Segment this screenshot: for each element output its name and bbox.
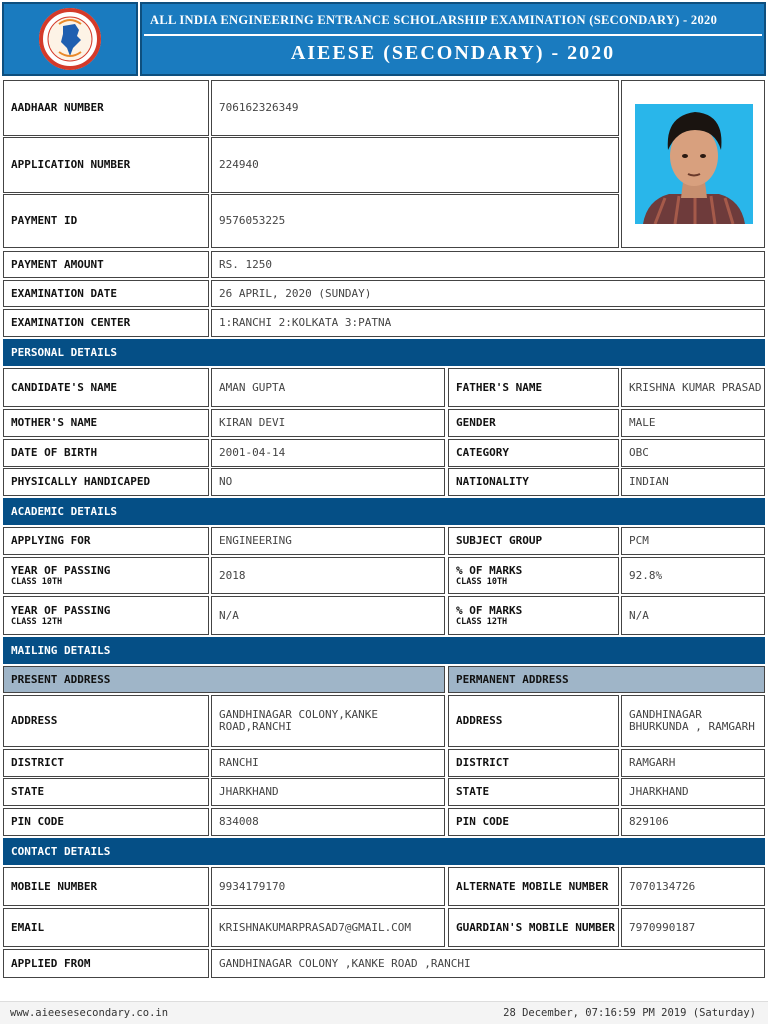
exam-center-label-cell	[3, 309, 209, 337]
payment-id-value: 9576053225	[219, 214, 286, 227]
category-value-cell	[621, 439, 765, 467]
alt-mobile-label: ALTERNATE MOBILE NUMBER	[456, 879, 609, 893]
father-name-label-cell	[448, 368, 619, 407]
applying-for-value: ENGINEERING	[219, 534, 292, 547]
guardian-mobile-label-cell	[448, 908, 619, 947]
yop12-label	[11, 605, 110, 627]
marks10-value-cell	[621, 557, 765, 594]
present-pin-label-cell	[3, 808, 209, 836]
present-pin-label: PIN CODE	[11, 815, 64, 828]
subject-group-value-cell	[621, 527, 765, 555]
candidate-name-label-cell	[3, 368, 209, 407]
permanent-state-label: STATE	[456, 785, 490, 798]
applying-for-label: APPLYING FOR	[11, 534, 91, 547]
nationality-value: INDIAN	[629, 475, 669, 488]
application-label: APPLICATION NUMBER	[11, 158, 131, 171]
marks10-value: 92.8%	[629, 568, 663, 582]
exam-date-value: 26 APRIL, 2020 (SUNDAY)	[219, 286, 372, 300]
applying-for-label-cell	[3, 527, 209, 555]
present-state-value: JHARKHAND	[219, 785, 279, 798]
yop12-value-cell	[211, 596, 445, 635]
subject-group-value: PCM	[629, 534, 649, 547]
payment-amount-value-cell	[211, 251, 765, 278]
present-address-label-cell	[3, 695, 209, 747]
permanent-state-value-cell	[621, 778, 765, 806]
permanent-pin-label: PIN CODE	[456, 815, 509, 828]
subject-group-label: SUBJECT GROUP	[456, 534, 543, 547]
marks10-label-class: CLASS 10TH	[456, 576, 508, 587]
gender-label: GENDER	[456, 416, 496, 429]
permanent-district-value: RAMGARH	[629, 756, 676, 769]
present-state-value-cell	[211, 778, 445, 806]
present-district-label-cell	[3, 749, 209, 777]
present-state-label: STATE	[11, 785, 45, 798]
marks10-label-main: % OF MARKS	[456, 563, 523, 577]
payment-id-label-cell	[3, 194, 209, 248]
present-pin-value: 834008	[219, 815, 259, 828]
payment-id-value-cell	[211, 194, 619, 248]
father-name-value: KRISHNA KUMAR PRASAD	[629, 380, 762, 394]
aadhaar-value: 706162326349	[219, 101, 299, 114]
present-address-label: ADDRESS	[11, 714, 58, 727]
exam-date-label: EXAMINATION DATE	[11, 286, 117, 300]
yop10-label-cell	[3, 557, 209, 594]
applied-from-value: GANDHINAGAR COLONY ,KANKE ROAD ,RANCHI	[219, 956, 471, 970]
permanent-state-label-cell	[448, 778, 619, 806]
ph-value-cell	[211, 468, 445, 496]
ph-label: PHYSICALLY HANDICAPED	[11, 475, 151, 488]
photo-cell	[621, 80, 765, 248]
guardian-mobile-value: 7970990187	[629, 920, 696, 934]
alt-mobile-value: 7070134726	[629, 879, 696, 893]
present-district-value: RANCHI	[219, 756, 259, 769]
permanent-address-value: GANDHINAGAR BHURKUNDA , RAMGARH	[629, 708, 755, 733]
permanent-address-label-cell	[448, 695, 619, 747]
guardian-mobile-label: GUARDIAN'S MOBILE NUMBER	[456, 920, 615, 934]
mother-name-label-cell	[3, 409, 209, 437]
permanent-address-label: ADDRESS	[456, 714, 503, 727]
dob-value: 2001-04-14	[219, 446, 286, 459]
candidate-photo	[635, 104, 753, 224]
dob-label: DATE OF BIRTH	[11, 446, 98, 459]
email-value: KRISHNAKUMARPRASAD7@GMAIL.COM	[219, 920, 412, 934]
marks12-value: N/A	[629, 608, 649, 622]
guardian-mobile-value-cell	[621, 908, 765, 947]
father-name-label: FATHER'S NAME	[456, 380, 543, 394]
aadhaar-value-cell	[211, 80, 619, 136]
present-district-value-cell	[211, 749, 445, 777]
print-timestamp: 28 December, 07:16:59 PM 2019 (Saturday)	[503, 1007, 756, 1019]
application-value: 224940	[219, 158, 259, 171]
india-map-seal-icon	[37, 6, 103, 72]
father-name-value-cell	[621, 368, 765, 407]
nationality-label: NATIONALITY	[456, 475, 529, 488]
yop10-label	[11, 565, 110, 587]
dob-value-cell	[211, 439, 445, 467]
marks10-label	[456, 565, 522, 587]
email-label: EMAIL	[11, 920, 45, 934]
email-value-cell	[211, 908, 445, 947]
permanent-state-value: JHARKHAND	[629, 785, 689, 798]
email-label-cell	[3, 908, 209, 947]
permanent-district-label: DISTRICT	[456, 756, 509, 769]
permanent-district-value-cell	[621, 749, 765, 777]
present-address-value: GANDHINAGAR COLONY,KANKE ROAD,RANCHI	[219, 708, 378, 733]
mobile-label-cell	[3, 867, 209, 906]
mobile-value: 9934179170	[219, 879, 286, 893]
alt-mobile-value-cell	[621, 867, 765, 906]
mother-name-value-cell	[211, 409, 445, 437]
yop12-label-main: YEAR OF PASSING	[11, 603, 111, 617]
mobile-label: MOBILE NUMBER	[11, 879, 98, 893]
application-label-cell	[3, 137, 209, 193]
marks12-label	[456, 605, 522, 627]
nationality-label-cell	[448, 468, 619, 496]
category-label-cell	[448, 439, 619, 467]
contact-details-heading: CONTACT DETAILS	[3, 838, 765, 865]
marks12-value-cell	[621, 596, 765, 635]
yop10-label-main: YEAR OF PASSING	[11, 563, 111, 577]
yop12-value: N/A	[219, 608, 239, 622]
gender-value-cell	[621, 409, 765, 437]
marks12-label-class: CLASS 12TH	[456, 616, 508, 627]
present-pin-value-cell	[211, 808, 445, 836]
marks10-label-cell	[448, 557, 619, 594]
header-title-panel	[140, 2, 766, 76]
payment-amount-label-cell	[3, 251, 209, 278]
header-divider	[144, 34, 762, 36]
yop10-label-class: CLASS 10TH	[11, 576, 63, 587]
permanent-pin-value: 829106	[629, 815, 669, 828]
page-footer	[0, 1001, 768, 1024]
exam-full-title: ALL INDIA ENGINEERING ENTRANCE SCHOLARSHIP EXAMINATION (SECONDARY) - 2020	[150, 13, 718, 27]
present-state-label-cell	[3, 778, 209, 806]
ph-label-cell	[3, 468, 209, 496]
applied-from-value-cell	[211, 949, 765, 978]
candidate-name-value-cell	[211, 368, 445, 407]
candidate-name-label: CANDIDATE'S NAME	[11, 380, 117, 394]
gender-value: MALE	[629, 416, 656, 429]
mobile-value-cell	[211, 867, 445, 906]
yop10-value-cell	[211, 557, 445, 594]
applying-for-value-cell	[211, 527, 445, 555]
payment-id-label: PAYMENT ID	[11, 214, 78, 227]
exam-center-label: EXAMINATION CENTER	[11, 316, 131, 329]
mother-name-value: KIRAN DEVI	[219, 416, 286, 429]
application-value-cell	[211, 137, 619, 193]
permanent-address-heading: PERMANENT ADDRESS	[448, 666, 765, 693]
emblem-logo	[2, 2, 138, 76]
yop10-value: 2018	[219, 568, 246, 582]
present-address-heading: PRESENT ADDRESS	[3, 666, 445, 693]
payment-amount-label: PAYMENT AMOUNT	[11, 257, 104, 271]
subject-group-label-cell	[448, 527, 619, 555]
mother-name-label: MOTHER'S NAME	[11, 416, 98, 429]
academic-details-heading: ACADEMIC DETAILS	[3, 498, 765, 525]
exam-date-label-cell	[3, 280, 209, 307]
yop12-label-cell	[3, 596, 209, 635]
candidate-name-value: AMAN GUPTA	[219, 380, 286, 394]
permanent-pin-value-cell	[621, 808, 765, 836]
permanent-pin-label-cell	[448, 808, 619, 836]
applied-from-label-cell	[3, 949, 209, 978]
category-value: OBC	[629, 446, 649, 459]
exam-date-value-cell	[211, 280, 765, 307]
aadhaar-label-cell	[3, 80, 209, 136]
permanent-district-label-cell	[448, 749, 619, 777]
applied-from-label: APPLIED FROM	[11, 956, 91, 970]
yop12-label-class: CLASS 12TH	[11, 616, 63, 627]
nationality-value-cell	[621, 468, 765, 496]
dob-label-cell	[3, 439, 209, 467]
category-label: CATEGORY	[456, 446, 509, 459]
exam-center-value-cell	[211, 309, 765, 337]
present-district-label: DISTRICT	[11, 756, 64, 769]
marks12-label-main: % OF MARKS	[456, 603, 523, 617]
alt-mobile-label-cell	[448, 867, 619, 906]
present-address-value-cell	[211, 695, 445, 747]
personal-details-heading: PERSONAL DETAILS	[3, 339, 765, 366]
mailing-details-heading: MAILING DETAILS	[3, 637, 765, 664]
website-url: www.aieesesecondary.co.in	[10, 1007, 169, 1019]
aadhaar-label: AADHAAR NUMBER	[11, 101, 104, 114]
payment-amount-value: RS. 1250	[219, 257, 272, 271]
exam-center-value: 1:RANCHI 2:KOLKATA 3:PATNA	[219, 316, 392, 329]
ph-value: NO	[219, 475, 233, 488]
permanent-address-value-cell	[621, 695, 765, 747]
gender-label-cell	[448, 409, 619, 437]
exam-short-title: AIEESE (SECONDARY) - 2020	[290, 42, 616, 64]
page-header	[2, 2, 766, 76]
marks12-label-cell	[448, 596, 619, 635]
